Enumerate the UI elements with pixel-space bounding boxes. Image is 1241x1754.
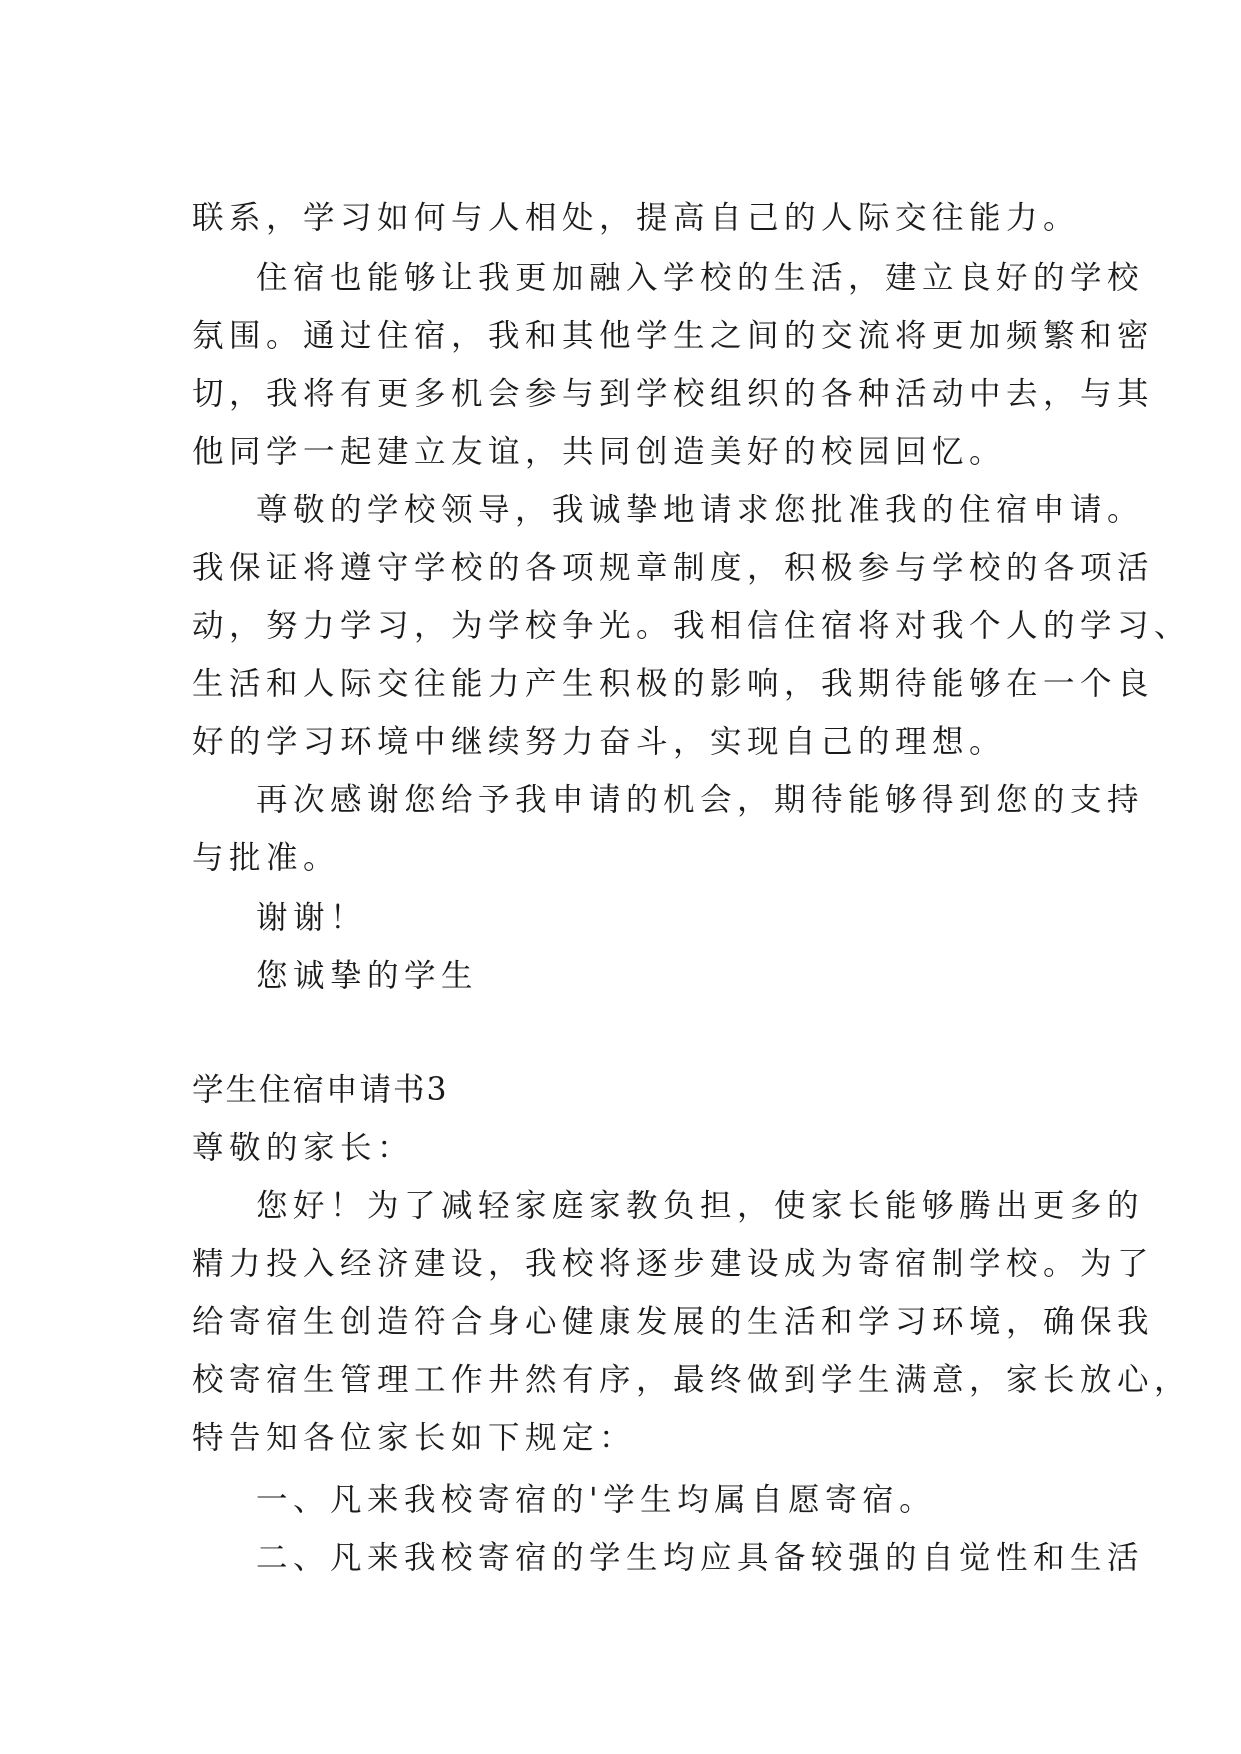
text-line: 切，我将有更多机会参与到学校组织的各种活动中去，与其 (192, 375, 1155, 412)
text-line: 尊敬的学校领导，我诚挚地请求您批准我的住宿申请。 (256, 491, 1145, 528)
text-line: 精力投入经济建设，我校将逐步建设成为寄宿制学校。为了 (192, 1245, 1155, 1282)
text-line: 联系，学习如何与人相处，提高自己的人际交往能力。 (192, 199, 1081, 236)
text-line: 我保证将遵守学校的各项规章制度，积极参与学校的各项活 (192, 549, 1155, 586)
text-line: 动，努力学习，为学校争光。我相信住宿将对我个人的学习、 (192, 607, 1192, 644)
text-line: 二、凡来我校寄宿的学生均应具备较强的自觉性和生活 (256, 1539, 1145, 1576)
section-title: 学生住宿申请书3 (192, 1071, 449, 1108)
text-line: 您诚挚的学生 (256, 957, 479, 994)
text-line: 生活和人际交往能力产生积极的影响，我期待能够在一个良 (192, 665, 1155, 702)
text-line: 您好！为了减轻家庭家教负担，使家长能够腾出更多的 (256, 1187, 1145, 1224)
text-line: 尊敬的家长： (192, 1129, 415, 1166)
text-line: 住宿也能够让我更加融入学校的生活，建立良好的学校 (256, 259, 1145, 296)
text-line: 校寄宿生管理工作井然有序，最终做到学生满意，家长放心， (192, 1361, 1192, 1398)
text-line: 特告知各位家长如下规定： (192, 1419, 637, 1456)
text-line: 再次感谢您给予我申请的机会，期待能够得到您的支持 (256, 781, 1145, 818)
text-line: 他同学一起建立友谊，共同创造美好的校园回忆。 (192, 433, 1007, 470)
text-line: 氛围。通过住宿，我和其他学生之间的交流将更加频繁和密 (192, 317, 1155, 354)
text-line: 与批准。 (192, 839, 341, 876)
text-line: 谢谢！ (256, 899, 368, 936)
text-line: 好的学习环境中继续努力奋斗，实现自己的理想。 (192, 723, 1007, 760)
text-line: 一、凡来我校寄宿的'学生均属自愿寄宿。 (256, 1481, 937, 1518)
text-line: 给寄宿生创造符合身心健康发展的生活和学习环境，确保我 (192, 1303, 1155, 1340)
